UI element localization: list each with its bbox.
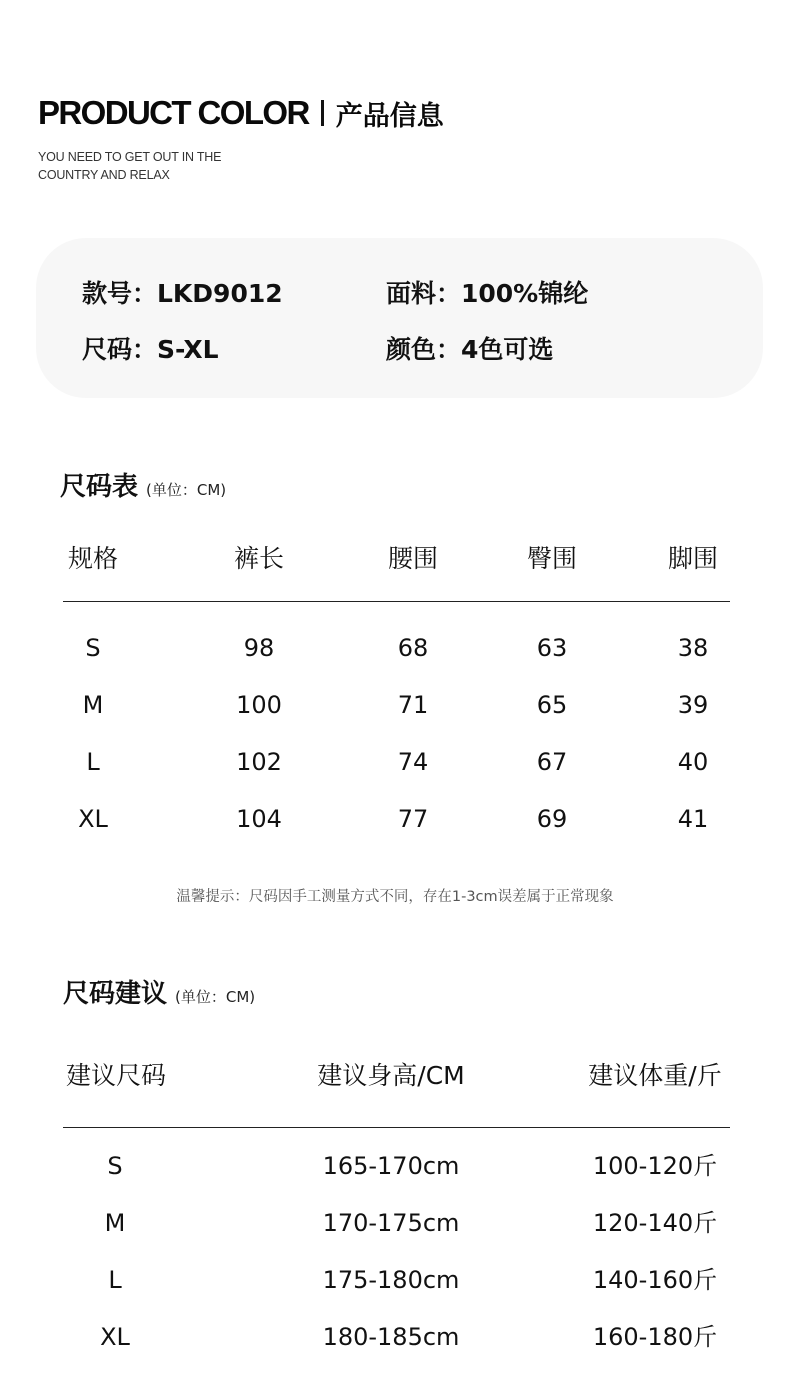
table-cell: 67 xyxy=(536,748,568,776)
size-table-heading: 尺码表 xyxy=(60,472,139,502)
table-cell: 63 xyxy=(536,634,568,662)
table-row xyxy=(63,1138,730,1195)
table-cell: 69 xyxy=(536,805,568,833)
table-cell: 104 xyxy=(236,805,282,833)
table-cell: 165-170cm xyxy=(322,1152,460,1180)
table-cell: M xyxy=(82,691,104,719)
size-table-divider xyxy=(63,601,730,602)
size-table-unit: (单位：CM) xyxy=(146,481,227,499)
suggest-table-heading: 尺码建议 xyxy=(63,979,168,1009)
header-cell: 腰围 xyxy=(387,544,439,573)
suggest-table-body xyxy=(63,1138,730,1366)
table-cell: M xyxy=(104,1209,126,1237)
header-cell: 裤长 xyxy=(233,544,285,573)
header-cell: 规格 xyxy=(67,544,119,573)
suggest-table-title xyxy=(63,973,255,1010)
subtitle xyxy=(38,148,238,184)
table-cell: 102 xyxy=(236,748,282,776)
table-cell: 120-140斤 xyxy=(592,1209,718,1237)
table-header-row xyxy=(63,1047,730,1104)
title-cn: 产品信息 xyxy=(335,100,444,132)
info-size: 尺码：S-XL xyxy=(82,335,219,364)
table-cell: 71 xyxy=(397,691,429,719)
measurement-tip: 温馨提示：尺码因手工测量方式不同，存在1-3cm误差属于正常现象 xyxy=(176,889,614,905)
table-cell: 100-120斤 xyxy=(592,1152,718,1180)
table-cell: 74 xyxy=(397,748,429,776)
table-cell: 39 xyxy=(677,691,709,719)
table-cell: 140-160斤 xyxy=(592,1266,718,1294)
table-cell: L xyxy=(108,1266,122,1294)
table-cell: S xyxy=(107,1152,123,1180)
table-cell: 180-185cm xyxy=(322,1323,460,1351)
size-table-body xyxy=(63,620,730,848)
info-color: 颜色：4色可选 xyxy=(386,335,554,364)
subtitle-line-1: YOU NEED TO GET OUT IN THE xyxy=(38,150,222,164)
suggest-table-unit: (单位：CM) xyxy=(175,988,256,1006)
info-style-no: 款号：LKD9012 xyxy=(82,279,283,308)
header-cell: 建议身高/CM xyxy=(317,1061,465,1090)
subtitle-line-2: COUNTRY AND RELAX xyxy=(38,168,170,182)
product-info-card xyxy=(36,238,763,398)
table-cell: 100 xyxy=(236,691,282,719)
table-cell: 98 xyxy=(243,634,275,662)
table-cell: 77 xyxy=(397,805,429,833)
table-header-row xyxy=(63,530,730,587)
table-cell: L xyxy=(86,748,100,776)
table-row xyxy=(63,791,730,848)
table-cell: 38 xyxy=(677,634,709,662)
table-cell: 65 xyxy=(536,691,568,719)
page-header xyxy=(38,92,758,184)
table-cell: XL xyxy=(100,1323,130,1351)
table-cell: 170-175cm xyxy=(322,1209,460,1237)
title-en: PRODUCT COLOR xyxy=(38,94,309,131)
table-row xyxy=(63,734,730,791)
header-cell: 臀围 xyxy=(526,544,578,573)
table-cell: 68 xyxy=(397,634,429,662)
suggest-table-divider xyxy=(63,1127,730,1128)
table-cell: 160-180斤 xyxy=(592,1323,718,1351)
title-row xyxy=(38,92,758,134)
table-row xyxy=(63,1195,730,1252)
info-fabric: 面料：100%锦纶 xyxy=(386,279,589,308)
table-row xyxy=(63,677,730,734)
header-cell: 脚围 xyxy=(667,544,719,573)
table-cell: 41 xyxy=(677,805,709,833)
header-cell: 建议尺码 xyxy=(65,1061,167,1090)
size-table-title xyxy=(60,466,226,503)
table-row xyxy=(63,1252,730,1309)
table-row xyxy=(63,620,730,677)
title-separator xyxy=(321,100,324,126)
table-cell: S xyxy=(85,634,101,662)
table-cell: 175-180cm xyxy=(322,1266,460,1294)
header-cell: 建议体重/斤 xyxy=(588,1061,722,1090)
table-cell: XL xyxy=(78,805,108,833)
suggest-table-header xyxy=(63,1047,730,1104)
size-table-header xyxy=(63,530,730,587)
table-cell: 40 xyxy=(677,748,709,776)
table-row xyxy=(63,1309,730,1366)
